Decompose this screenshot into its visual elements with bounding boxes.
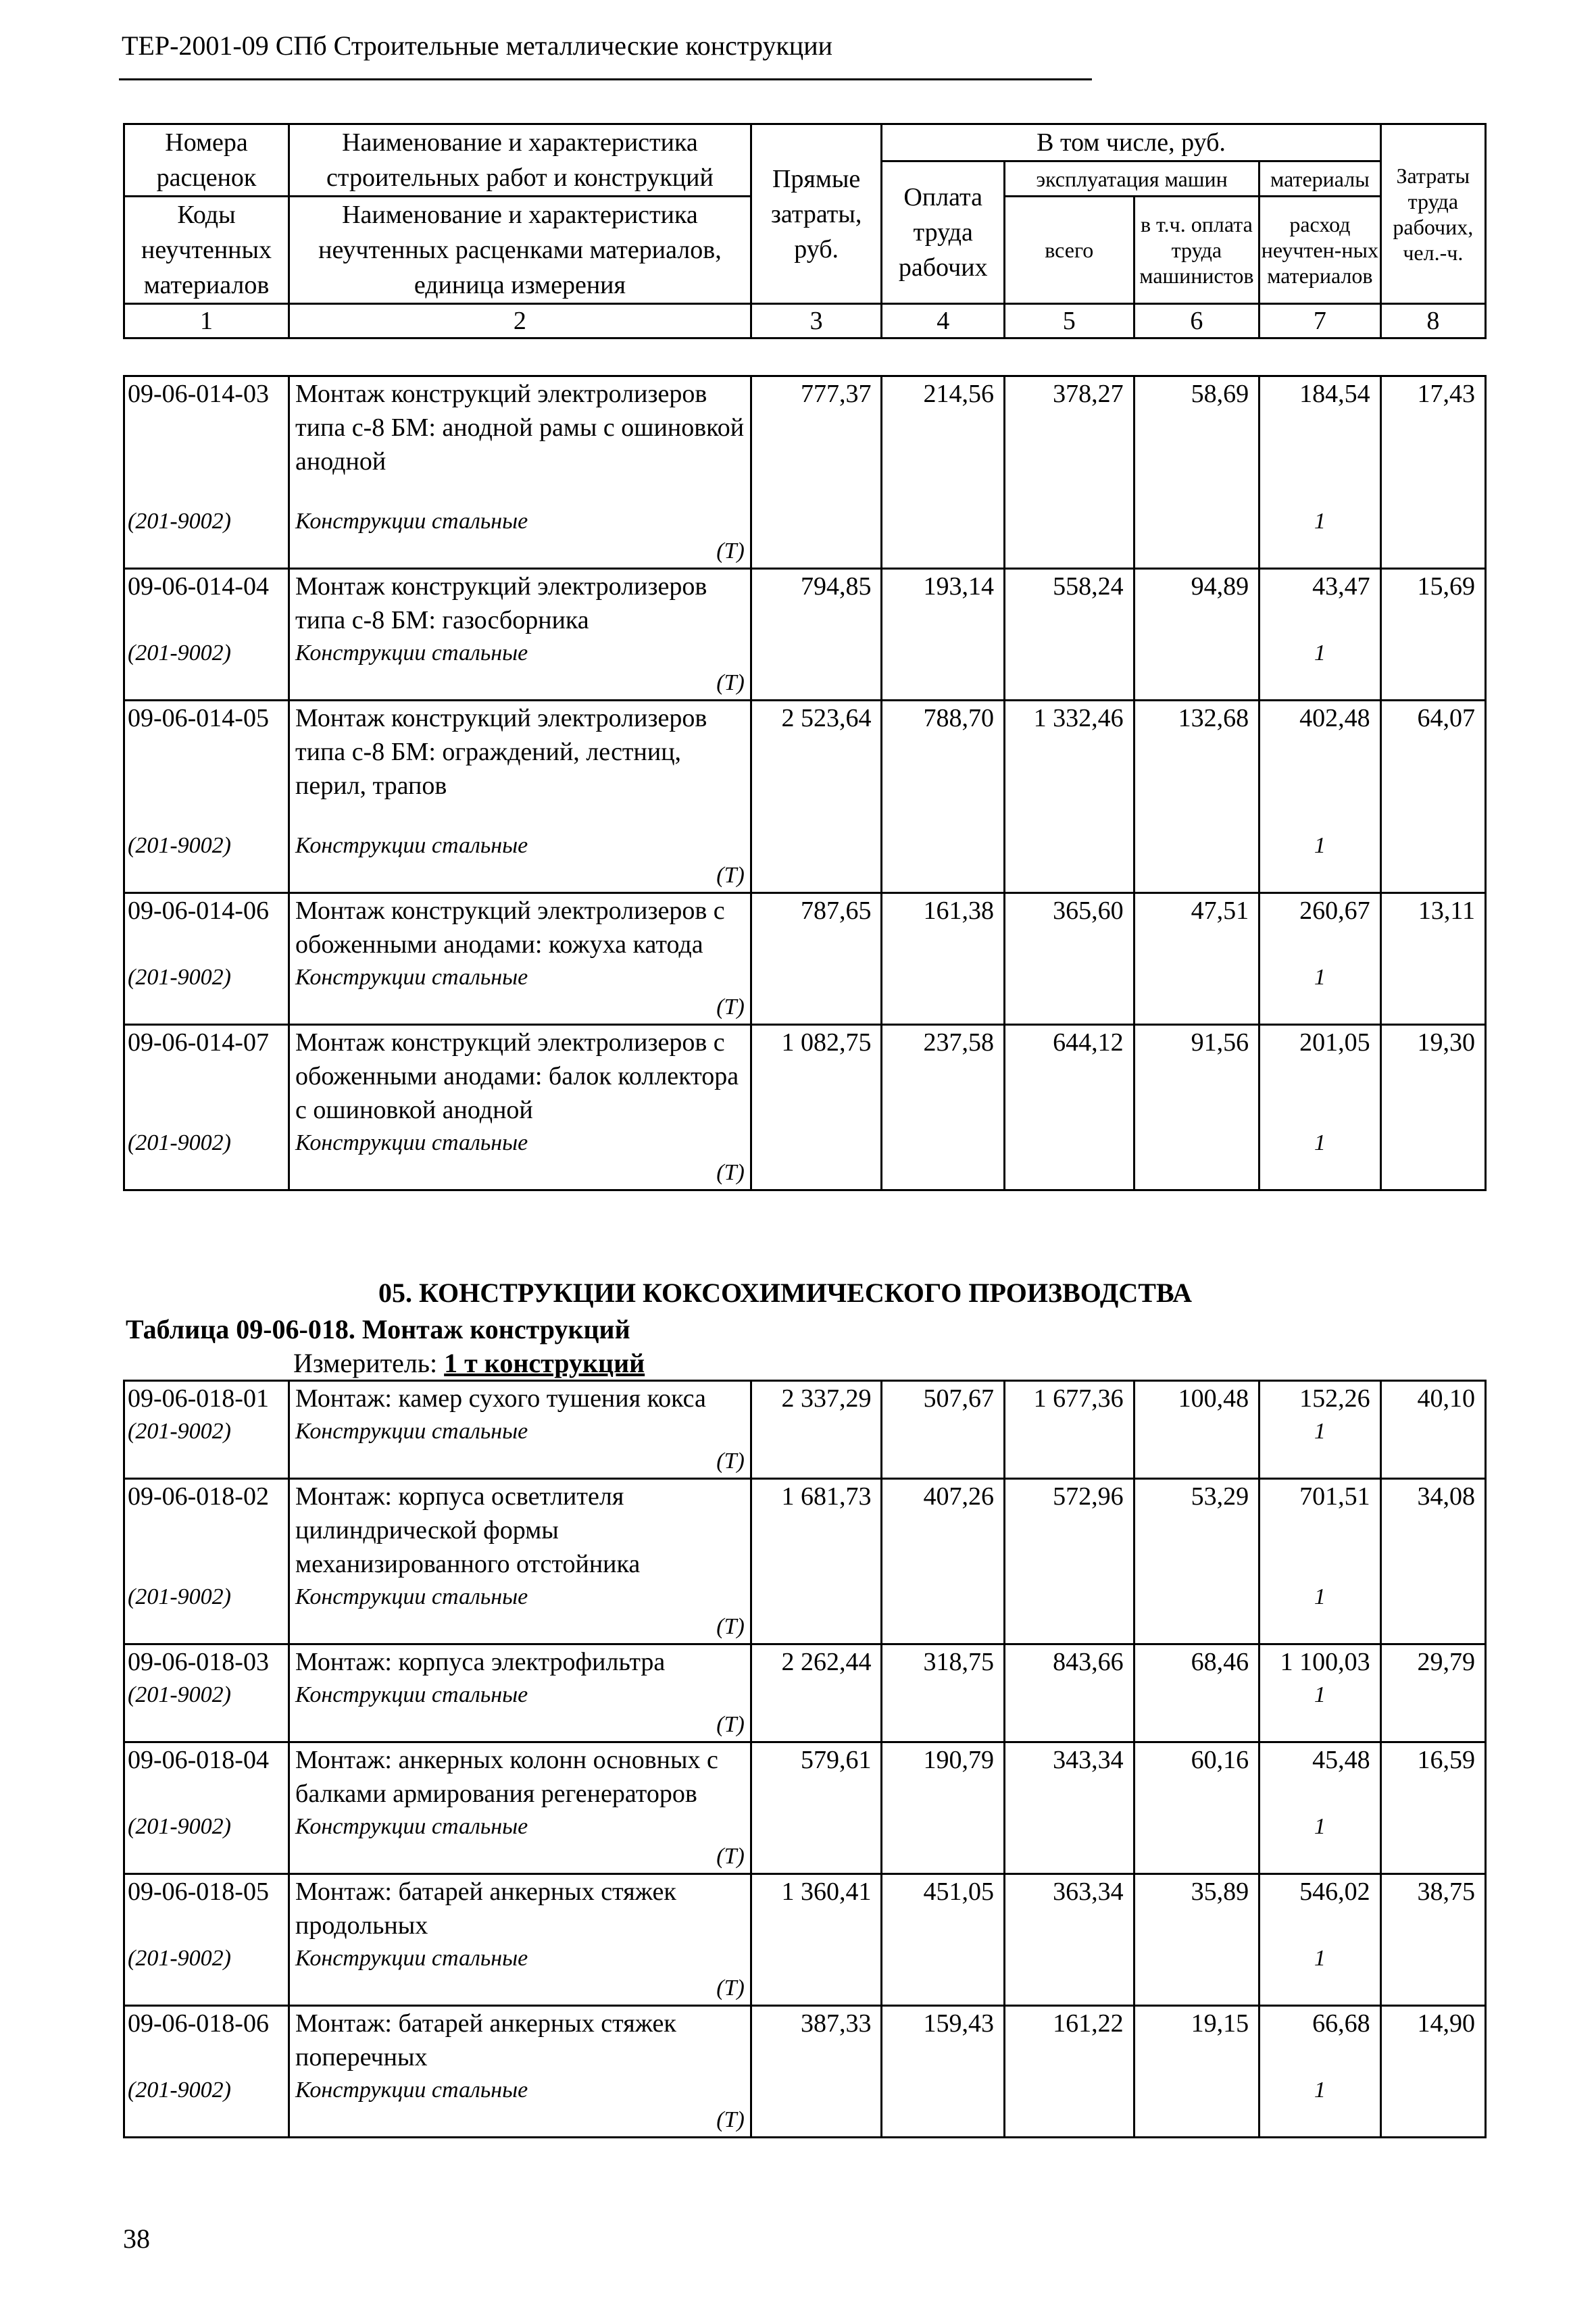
- empty-cell: [882, 1942, 1005, 2006]
- work-description: Монтаж: батарей анкерных стяжек поперечных: [289, 2006, 751, 2075]
- empty-cell: [882, 478, 1005, 569]
- material-unit: (Т): [716, 863, 745, 888]
- material-name: [289, 1942, 751, 2006]
- table-row: [124, 2006, 1486, 2075]
- material-name-text: Конструкции стальные: [295, 833, 528, 858]
- machinists-pay: 91,56: [1134, 1025, 1260, 1128]
- material-name: [289, 803, 751, 893]
- header-materials: материалы: [1260, 161, 1381, 197]
- material-unit: (Т): [716, 538, 745, 563]
- machines-total: 343,34: [1004, 1742, 1134, 1811]
- work-description: Монтаж конструкций электролизеров типа с-8 БМ: газосборника: [289, 569, 751, 638]
- empty-cell: [1134, 637, 1260, 701]
- empty-cell: [1134, 1679, 1260, 1742]
- machines-total: 644,12: [1004, 1025, 1134, 1128]
- materials-cost: 45,48: [1260, 1742, 1381, 1811]
- material-name-text: Конструкции стальные: [295, 2078, 528, 2103]
- empty-cell: [882, 2074, 1005, 2138]
- direct-costs: 579,61: [751, 1742, 882, 1811]
- labor-hours: 64,07: [1380, 701, 1485, 803]
- direct-costs: 1 082,75: [751, 1025, 882, 1128]
- material-code: (201-9002): [124, 1942, 289, 2006]
- empty-cell: [751, 961, 882, 1025]
- table-row: [124, 1381, 1486, 1416]
- empty-cell: [1134, 961, 1260, 1025]
- work-description: Монтаж конструкций электролизеров типа с-8 БМ: ограждений, лестниц, перил, трапов: [289, 701, 751, 803]
- header-num-5: 5: [1004, 304, 1134, 338]
- empty-cell: [882, 1811, 1005, 1874]
- material-unit: (Т): [716, 1712, 745, 1737]
- material-row: [124, 1415, 1486, 1479]
- rate-code: 09-06-018-05: [124, 1874, 289, 1943]
- labor-pay: 451,05: [882, 1874, 1005, 1943]
- measure-unit: [293, 1347, 645, 1379]
- header-col1-top: Номера расценок: [124, 124, 289, 197]
- material-name-text: Конструкции стальные: [295, 640, 528, 665]
- empty-cell: [882, 637, 1005, 701]
- empty-cell: [1380, 1942, 1485, 2006]
- empty-cell: [1004, 2074, 1134, 2138]
- labor-pay: 190,79: [882, 1742, 1005, 1811]
- material-name: [289, 1679, 751, 1742]
- rates-table-09-06-014: [123, 375, 1487, 1191]
- empty-cell: [882, 961, 1005, 1025]
- materials-cost: 66,68: [1260, 2006, 1381, 2075]
- rate-code: 09-06-014-04: [124, 569, 289, 638]
- material-row: [124, 2074, 1486, 2138]
- materials-cost: 184,54: [1260, 376, 1381, 479]
- machinists-pay: 60,16: [1134, 1742, 1260, 1811]
- rate-code: 09-06-014-03: [124, 376, 289, 479]
- machines-total: 161,22: [1004, 2006, 1134, 2075]
- machinists-pay: 19,15: [1134, 2006, 1260, 2075]
- empty-cell: [1004, 1415, 1134, 1479]
- empty-cell: [1004, 961, 1134, 1025]
- section-title: 05. КОНСТРУКЦИИ КОКСОХИМИЧЕСКОГО ПРОИЗВОДСТВА: [378, 1278, 1193, 1308]
- material-quantity: 1: [1260, 961, 1381, 1025]
- material-quantity: 1: [1260, 1811, 1381, 1874]
- direct-costs: 1 360,41: [751, 1874, 882, 1943]
- empty-cell: [1380, 637, 1485, 701]
- header-col1-bottom: Коды неучтенных материалов: [124, 197, 289, 304]
- material-code: (201-9002): [124, 803, 289, 893]
- rate-code: 09-06-018-04: [124, 1742, 289, 1811]
- labor-pay: 407,26: [882, 1479, 1005, 1582]
- table-caption: Таблица 09-06-018. Монтаж конструкций: [126, 1314, 630, 1344]
- labor-hours: 29,79: [1380, 1644, 1485, 1680]
- measure-value: 1 т конструкций: [444, 1348, 645, 1378]
- labor-pay: 788,70: [882, 701, 1005, 803]
- material-code: (201-9002): [124, 1415, 289, 1479]
- empty-cell: [1134, 1811, 1260, 1874]
- table-row: [124, 1874, 1486, 1943]
- empty-cell: [1004, 637, 1134, 701]
- header-num-8: 8: [1380, 304, 1485, 338]
- machines-total: 365,60: [1004, 893, 1134, 962]
- material-quantity: 1: [1260, 1942, 1381, 2006]
- material-name-text: Конструкции стальные: [295, 1584, 528, 1609]
- measure-label: Измеритель:: [293, 1348, 438, 1378]
- table-row: [124, 1644, 1486, 1680]
- labor-hours: 38,75: [1380, 1874, 1485, 1943]
- title-rule: [119, 78, 1092, 80]
- material-name: [289, 961, 751, 1025]
- empty-cell: [882, 1679, 1005, 1742]
- labor-hours: 13,11: [1380, 893, 1485, 962]
- material-unit: (Т): [716, 2107, 745, 2132]
- material-unit: (Т): [716, 670, 745, 695]
- empty-cell: [1004, 803, 1134, 893]
- materials-cost: 152,26: [1260, 1381, 1381, 1416]
- table-row: [124, 569, 1486, 638]
- empty-cell: [1380, 1415, 1485, 1479]
- labor-pay: 318,75: [882, 1644, 1005, 1680]
- labor-pay: 507,67: [882, 1381, 1005, 1416]
- empty-cell: [1380, 1811, 1485, 1874]
- material-code: (201-9002): [124, 961, 289, 1025]
- rate-code: 09-06-014-07: [124, 1025, 289, 1128]
- header-including: В том числе, руб.: [882, 124, 1380, 161]
- table-row: [124, 1025, 1486, 1128]
- materials-cost: 546,02: [1260, 1874, 1381, 1943]
- material-code: (201-9002): [124, 637, 289, 701]
- empty-cell: [882, 1127, 1005, 1190]
- empty-cell: [1134, 803, 1260, 893]
- rate-code: 09-06-018-02: [124, 1479, 289, 1582]
- machinists-pay: 58,69: [1134, 376, 1260, 479]
- empty-cell: [751, 1127, 882, 1190]
- empty-cell: [1134, 478, 1260, 569]
- material-row: [124, 637, 1486, 701]
- material-code: (201-9002): [124, 478, 289, 569]
- material-row: [124, 1679, 1486, 1742]
- material-code: (201-9002): [124, 1127, 289, 1190]
- material-name-text: Конструкции стальные: [295, 1419, 528, 1444]
- empty-cell: [751, 637, 882, 701]
- labor-pay: 214,56: [882, 376, 1005, 479]
- rate-code: 09-06-018-01: [124, 1381, 289, 1416]
- material-unit: (Т): [716, 1844, 745, 1869]
- material-name-text: Конструкции стальные: [295, 1682, 528, 1707]
- table-row: [124, 1742, 1486, 1811]
- header-labor-pay: Оплата труда рабочих: [882, 161, 1005, 304]
- material-name-text: Конструкции стальные: [295, 965, 528, 990]
- material-name: [289, 2074, 751, 2138]
- empty-cell: [1134, 1581, 1260, 1644]
- material-row: [124, 961, 1486, 1025]
- header-num-4: 4: [882, 304, 1005, 338]
- header-num-7: 7: [1260, 304, 1381, 338]
- material-row: [124, 1811, 1486, 1874]
- table-row: [124, 376, 1486, 479]
- rate-code: 09-06-018-06: [124, 2006, 289, 2075]
- material-code: (201-9002): [124, 1679, 289, 1742]
- labor-pay: 159,43: [882, 2006, 1005, 2075]
- machines-total: 843,66: [1004, 1644, 1134, 1680]
- material-name-text: Конструкции стальные: [295, 1814, 528, 1839]
- rate-code: 09-06-014-06: [124, 893, 289, 962]
- empty-cell: [1004, 478, 1134, 569]
- material-unit: (Т): [716, 1614, 745, 1639]
- empty-cell: [751, 1581, 882, 1644]
- material-quantity: 1: [1260, 478, 1381, 569]
- work-description: Монтаж: корпуса осветлителя цилиндрической формы механизированного отстойника: [289, 1479, 751, 1582]
- empty-cell: [751, 1811, 882, 1874]
- header-direct-costs: Прямые затраты, руб.: [751, 124, 882, 304]
- header-num-2: 2: [289, 304, 751, 338]
- machines-total: 572,96: [1004, 1479, 1134, 1582]
- direct-costs: 2 337,29: [751, 1381, 882, 1416]
- labor-hours: 17,43: [1380, 376, 1485, 479]
- machinists-pay: 53,29: [1134, 1479, 1260, 1582]
- machines-total: 378,27: [1004, 376, 1134, 479]
- material-quantity: 1: [1260, 1581, 1381, 1644]
- empty-cell: [1004, 1811, 1134, 1874]
- empty-cell: [751, 1942, 882, 2006]
- material-unit: (Т): [716, 995, 745, 1020]
- table-row: [124, 701, 1486, 803]
- materials-cost: 201,05: [1260, 1025, 1381, 1128]
- machines-total: 363,34: [1004, 1874, 1134, 1943]
- empty-cell: [1380, 1581, 1485, 1644]
- empty-cell: [1134, 1942, 1260, 2006]
- machinists-pay: 132,68: [1134, 701, 1260, 803]
- material-row: [124, 478, 1486, 569]
- empty-cell: [751, 478, 882, 569]
- header-col2-top: Наименование и характеристика строительных работ и конструкций: [289, 124, 751, 197]
- document-title: ТЕР-2001-09 СПб Строительные металлические конструкции: [122, 30, 833, 61]
- material-name: [289, 1415, 751, 1479]
- machinists-pay: 47,51: [1134, 893, 1260, 962]
- material-quantity: 1: [1260, 1415, 1381, 1479]
- work-description: Монтаж: камер сухого тушения кокса: [289, 1381, 751, 1416]
- machinists-pay: 68,46: [1134, 1644, 1260, 1680]
- empty-cell: [882, 803, 1005, 893]
- header-materials-use: расход неучтен-ных материалов: [1260, 197, 1381, 304]
- material-row: [124, 1581, 1486, 1644]
- labor-pay: 161,38: [882, 893, 1005, 962]
- material-name: [289, 1581, 751, 1644]
- material-quantity: 1: [1260, 1679, 1381, 1742]
- labor-hours: 40,10: [1380, 1381, 1485, 1416]
- material-name: [289, 478, 751, 569]
- header-machines: эксплуатация машин: [1004, 161, 1259, 197]
- header-table: [123, 123, 1487, 339]
- empty-cell: [1380, 1679, 1485, 1742]
- empty-cell: [1134, 2074, 1260, 2138]
- material-code: (201-9002): [124, 1811, 289, 1874]
- empty-cell: [1004, 1127, 1134, 1190]
- empty-cell: [751, 2074, 882, 2138]
- material-unit: (Т): [716, 1449, 745, 1474]
- direct-costs: 387,33: [751, 2006, 882, 2075]
- table-row: [124, 893, 1486, 962]
- empty-cell: [751, 1415, 882, 1479]
- materials-cost: 701,51: [1260, 1479, 1381, 1582]
- direct-costs: 1 681,73: [751, 1479, 882, 1582]
- work-description: Монтаж: батарей анкерных стяжек продольных: [289, 1874, 751, 1943]
- labor-pay: 237,58: [882, 1025, 1005, 1128]
- machinists-pay: 35,89: [1134, 1874, 1260, 1943]
- material-name-text: Конструкции стальные: [295, 1946, 528, 1971]
- empty-cell: [1004, 1581, 1134, 1644]
- table-row: [124, 1479, 1486, 1582]
- material-name-text: Конструкции стальные: [295, 509, 528, 534]
- empty-cell: [1380, 1127, 1485, 1190]
- work-description: Монтаж конструкций электролизеров с обоженными анодами: балок коллектора с ошиновкой анодной: [289, 1025, 751, 1128]
- machines-total: 558,24: [1004, 569, 1134, 638]
- material-name: [289, 1811, 751, 1874]
- header-num-6: 6: [1134, 304, 1260, 338]
- header-num-1: 1: [124, 304, 289, 338]
- work-description: Монтаж: анкерных колонн основных с балками армирования регенераторов: [289, 1742, 751, 1811]
- empty-cell: [1380, 478, 1485, 569]
- header-num-3: 3: [751, 304, 882, 338]
- material-name: [289, 1127, 751, 1190]
- machinists-pay: 100,48: [1134, 1381, 1260, 1416]
- material-row: [124, 1942, 1486, 2006]
- machinists-pay: 94,89: [1134, 569, 1260, 638]
- empty-cell: [1134, 1127, 1260, 1190]
- labor-hours: 34,08: [1380, 1479, 1485, 1582]
- material-name: [289, 637, 751, 701]
- material-code: (201-9002): [124, 1581, 289, 1644]
- rates-table-09-06-018: [123, 1380, 1487, 2138]
- machines-total: 1 332,46: [1004, 701, 1134, 803]
- header-labor-hours: Затраты труда рабочих, чел.-ч.: [1380, 124, 1485, 304]
- direct-costs: 2 523,64: [751, 701, 882, 803]
- labor-hours: 16,59: [1380, 1742, 1485, 1811]
- empty-cell: [1380, 961, 1485, 1025]
- direct-costs: 794,85: [751, 569, 882, 638]
- empty-cell: [882, 1581, 1005, 1644]
- header-machinists-pay: в т.ч. оплата труда машинистов: [1134, 197, 1260, 304]
- work-description: Монтаж: корпуса электрофильтра: [289, 1644, 751, 1680]
- empty-cell: [1380, 2074, 1485, 2138]
- materials-cost: 260,67: [1260, 893, 1381, 962]
- labor-hours: 15,69: [1380, 569, 1485, 638]
- rate-code: 09-06-014-05: [124, 701, 289, 803]
- materials-cost: 402,48: [1260, 701, 1381, 803]
- work-description: Монтаж конструкций электролизеров типа с-8 БМ: анодной рамы с ошиновкой анодной: [289, 376, 751, 479]
- direct-costs: 2 262,44: [751, 1644, 882, 1680]
- labor-hours: 19,30: [1380, 1025, 1485, 1128]
- material-quantity: 1: [1260, 803, 1381, 893]
- direct-costs: 777,37: [751, 376, 882, 479]
- material-quantity: 1: [1260, 637, 1381, 701]
- empty-cell: [1380, 803, 1485, 893]
- materials-cost: 43,47: [1260, 569, 1381, 638]
- material-name-text: Конструкции стальные: [295, 1130, 528, 1155]
- rate-code: 09-06-018-03: [124, 1644, 289, 1680]
- empty-cell: [882, 1415, 1005, 1479]
- page-number: 38: [123, 2223, 150, 2254]
- empty-cell: [1134, 1415, 1260, 1479]
- material-quantity: 1: [1260, 2074, 1381, 2138]
- header-col2-bottom: Наименование и характеристика неучтенных расценками материалов, единица измерения: [289, 197, 751, 304]
- labor-hours: 14,90: [1380, 2006, 1485, 2075]
- empty-cell: [751, 803, 882, 893]
- direct-costs: 787,65: [751, 893, 882, 962]
- labor-pay: 193,14: [882, 569, 1005, 638]
- work-description: Монтаж конструкций электролизеров с обоженными анодами: кожуха катода: [289, 893, 751, 962]
- material-row: [124, 1127, 1486, 1190]
- material-code: (201-9002): [124, 2074, 289, 2138]
- material-quantity: 1: [1260, 1127, 1381, 1190]
- empty-cell: [1004, 1679, 1134, 1742]
- materials-cost: 1 100,03: [1260, 1644, 1381, 1680]
- material-unit: (Т): [716, 1160, 745, 1185]
- empty-cell: [751, 1679, 882, 1742]
- machines-total: 1 677,36: [1004, 1381, 1134, 1416]
- material-unit: (Т): [716, 1976, 745, 2001]
- header-machines-total: всего: [1004, 197, 1134, 304]
- material-row: [124, 803, 1486, 893]
- empty-cell: [1004, 1942, 1134, 2006]
